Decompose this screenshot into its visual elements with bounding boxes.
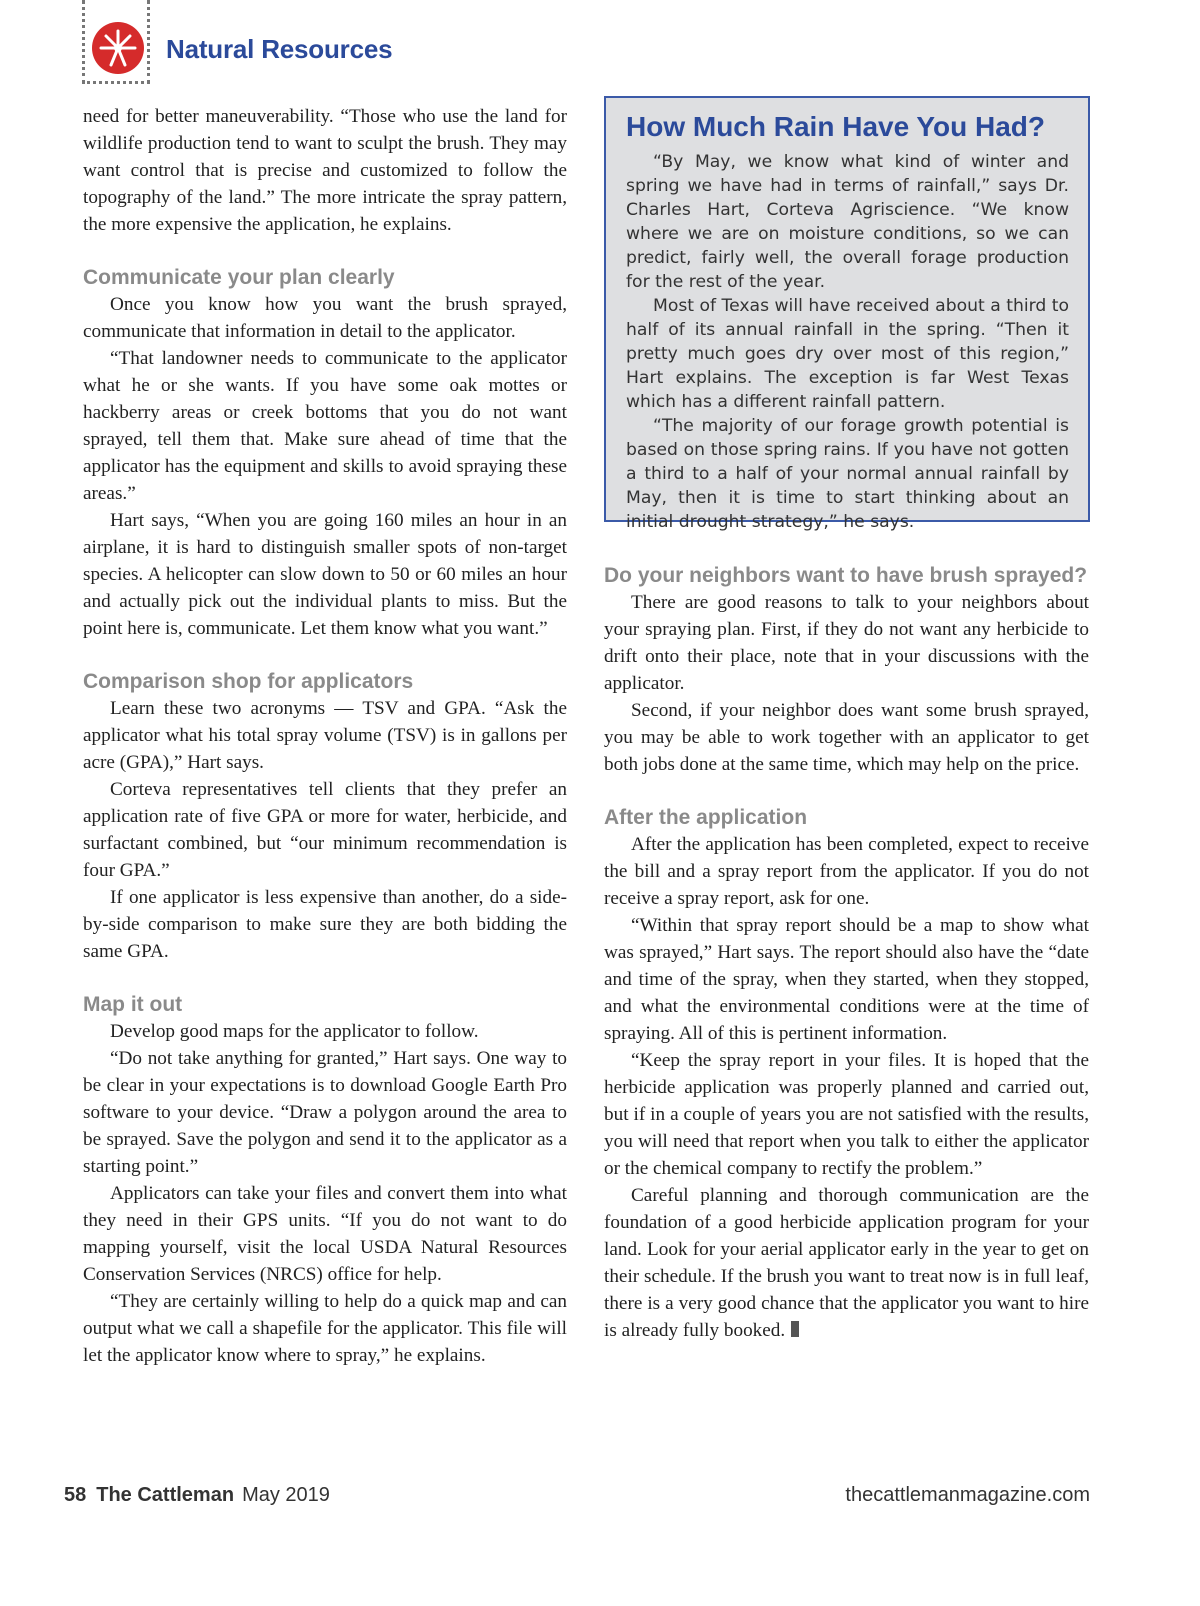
sidebar-paragraph: Most of Texas will have received about a third to half of its annual rainfall in the spring. “Then it pretty much goes dry over most of this region,” Hart explains. The exception is far West Texas which has a different rainfall pattern. (626, 296, 1070, 412)
paragraph: Applicators can take your files and convert them into what they need in their GPS units. “If you do not want to do mapping yourself, visit the local USDA Natural Resources Conservation Services (NRCS) office for help. (83, 1183, 567, 1285)
left-column (83, 103, 567, 1369)
subheading-neighbors: Do your neighbors want to have brush sprayed? (604, 564, 1088, 587)
paragraph: Once you know how you want the brush sprayed, communicate that information in detail to the applicator. (83, 294, 567, 342)
website-url: thecattlemanmagazine.com (845, 1484, 1090, 1506)
subheading-after: After the application (604, 806, 808, 829)
paragraph: Second, if your neighbor does want some brush sprayed, you may be able to work together with an applicator to get both jobs done at the same time, which may help on the price. (604, 700, 1089, 775)
issue-date: May 2019 (242, 1484, 330, 1506)
magazine-name: The Cattleman (96, 1484, 235, 1506)
paragraph: need for better maneuverability. “Those who use the land for wildlife production tend to want to sculpt the brush. They may want control that is precise and customized to follow the topography of the land.” The more intricate the spray pattern, the more expensive the application, he explains. (83, 106, 567, 235)
paragraph: Develop good maps for the applicator to follow. (110, 1021, 479, 1042)
subheading-map: Map it out (83, 993, 183, 1016)
paragraph-text: Careful planning and thorough communication are the foundation of a good herbicide application program for your land. Look for your aerial applicator early in the year to get on their schedule. If the brush you want to treat now is in full leaf, there is a very good chance that the applicator you want to hire is already fully booked. (604, 1185, 1089, 1341)
paragraph: “Within that spray report should be a map to show what was sprayed,” Hart says. The report should also have the “date and time of the spray, when they started, when they stopped, and what the environmental conditions were at the time of spraying. All of this is pertinent information. (604, 915, 1089, 1044)
paragraph: “Do not take anything for granted,” Hart says. One way to be clear in your expectations is to download Google Earth Pro software to your device. “Draw a polygon around the area to be sprayed. Save the polygon and send it to the applicator as a starting point.” (83, 1048, 567, 1177)
section-logo-frame (82, 0, 150, 84)
subheading-comparison: Comparison shop for applicators (83, 670, 414, 693)
sidebar-paragraph: “The majority of our forage growth potential is based on those spring rains. If you have not gotten a third to a half of your normal annual rainfall by May, then it is time to start thinking about an initial drought strategy,” he says. (626, 416, 1069, 532)
paragraph: “They are certainly willing to help do a quick map and can output what we call a shapefile for the applicator. This file will let the applicator know where to spray,” he explains. (83, 1291, 567, 1366)
paragraph: After the application has been completed, expect to receive the bill and a spray report from the applicator. If you do not receive a spray report, ask for one. (604, 834, 1089, 909)
page-number: 58 (64, 1484, 87, 1506)
paragraph: If one applicator is less expensive than another, do a side-by-side comparison to make sure they are both bidding the same GPA. (83, 887, 567, 962)
paragraph: There are good reasons to talk to your neighbors about your spraying plan. First, if they do not want any herbicide to drift onto their place, note that in your discussions with the applicator. (604, 592, 1089, 694)
sidebar-title: How Much Rain Have You Had? (626, 111, 1046, 142)
windmill-icon (92, 22, 144, 74)
right-column (604, 562, 1089, 1344)
paragraph: “Keep the spray report in your files. It is hoped that the herbicide application was properly planned and carried out, but if in a couple of years you are not satisfied with the results, you will need that report when you talk to either the applicator or the chemical company to rectify the problem.” (604, 1050, 1089, 1179)
paragraph: “That landowner needs to communicate to the applicator what he or she wants. If you have some oak mottes or hackberry areas or creek bottoms that you do not want sprayed, tell them that. Make sure ahead of time that the applicator has the equipment and skills to avoid spraying these areas.” (83, 348, 567, 504)
paragraph: Learn these two acronyms — TSV and GPA. “Ask the applicator what his total spray volume (TSV) is in gallons per acre (GPA),” Hart says. (83, 698, 567, 773)
section-title: Natural Resources (166, 34, 393, 64)
subheading-communicate: Communicate your plan clearly (83, 266, 395, 289)
paragraph: Corteva representatives tell clients that they prefer an application rate of five GPA or more for water, herbicide, and surfactant combined, but “our minimum recommendation is four GPA.” (83, 779, 567, 881)
page-header (82, 0, 442, 86)
rain-sidebar (604, 96, 1090, 532)
page-footer (64, 1484, 1090, 1514)
paragraph-final (604, 1182, 1089, 1344)
end-mark-icon (791, 1321, 799, 1337)
sidebar-paragraph: “By May, we know what kind of winter and spring we have had in terms of rainfall,” says Dr. Charles Hart, Corteva Agriscience. “We know where we are on moisture conditions, so we can predict, fairly well, the overall forage production for the rest of the year. (626, 152, 1069, 292)
paragraph: Hart says, “When you are going 160 miles an hour in an airplane, it is hard to distinguish smaller spots of non-target species. A helicopter can slow down to 50 or 60 miles an hour and actually pick out the individual plants to miss. But the point here is, communicate. Let them know what you want.” (83, 510, 567, 639)
